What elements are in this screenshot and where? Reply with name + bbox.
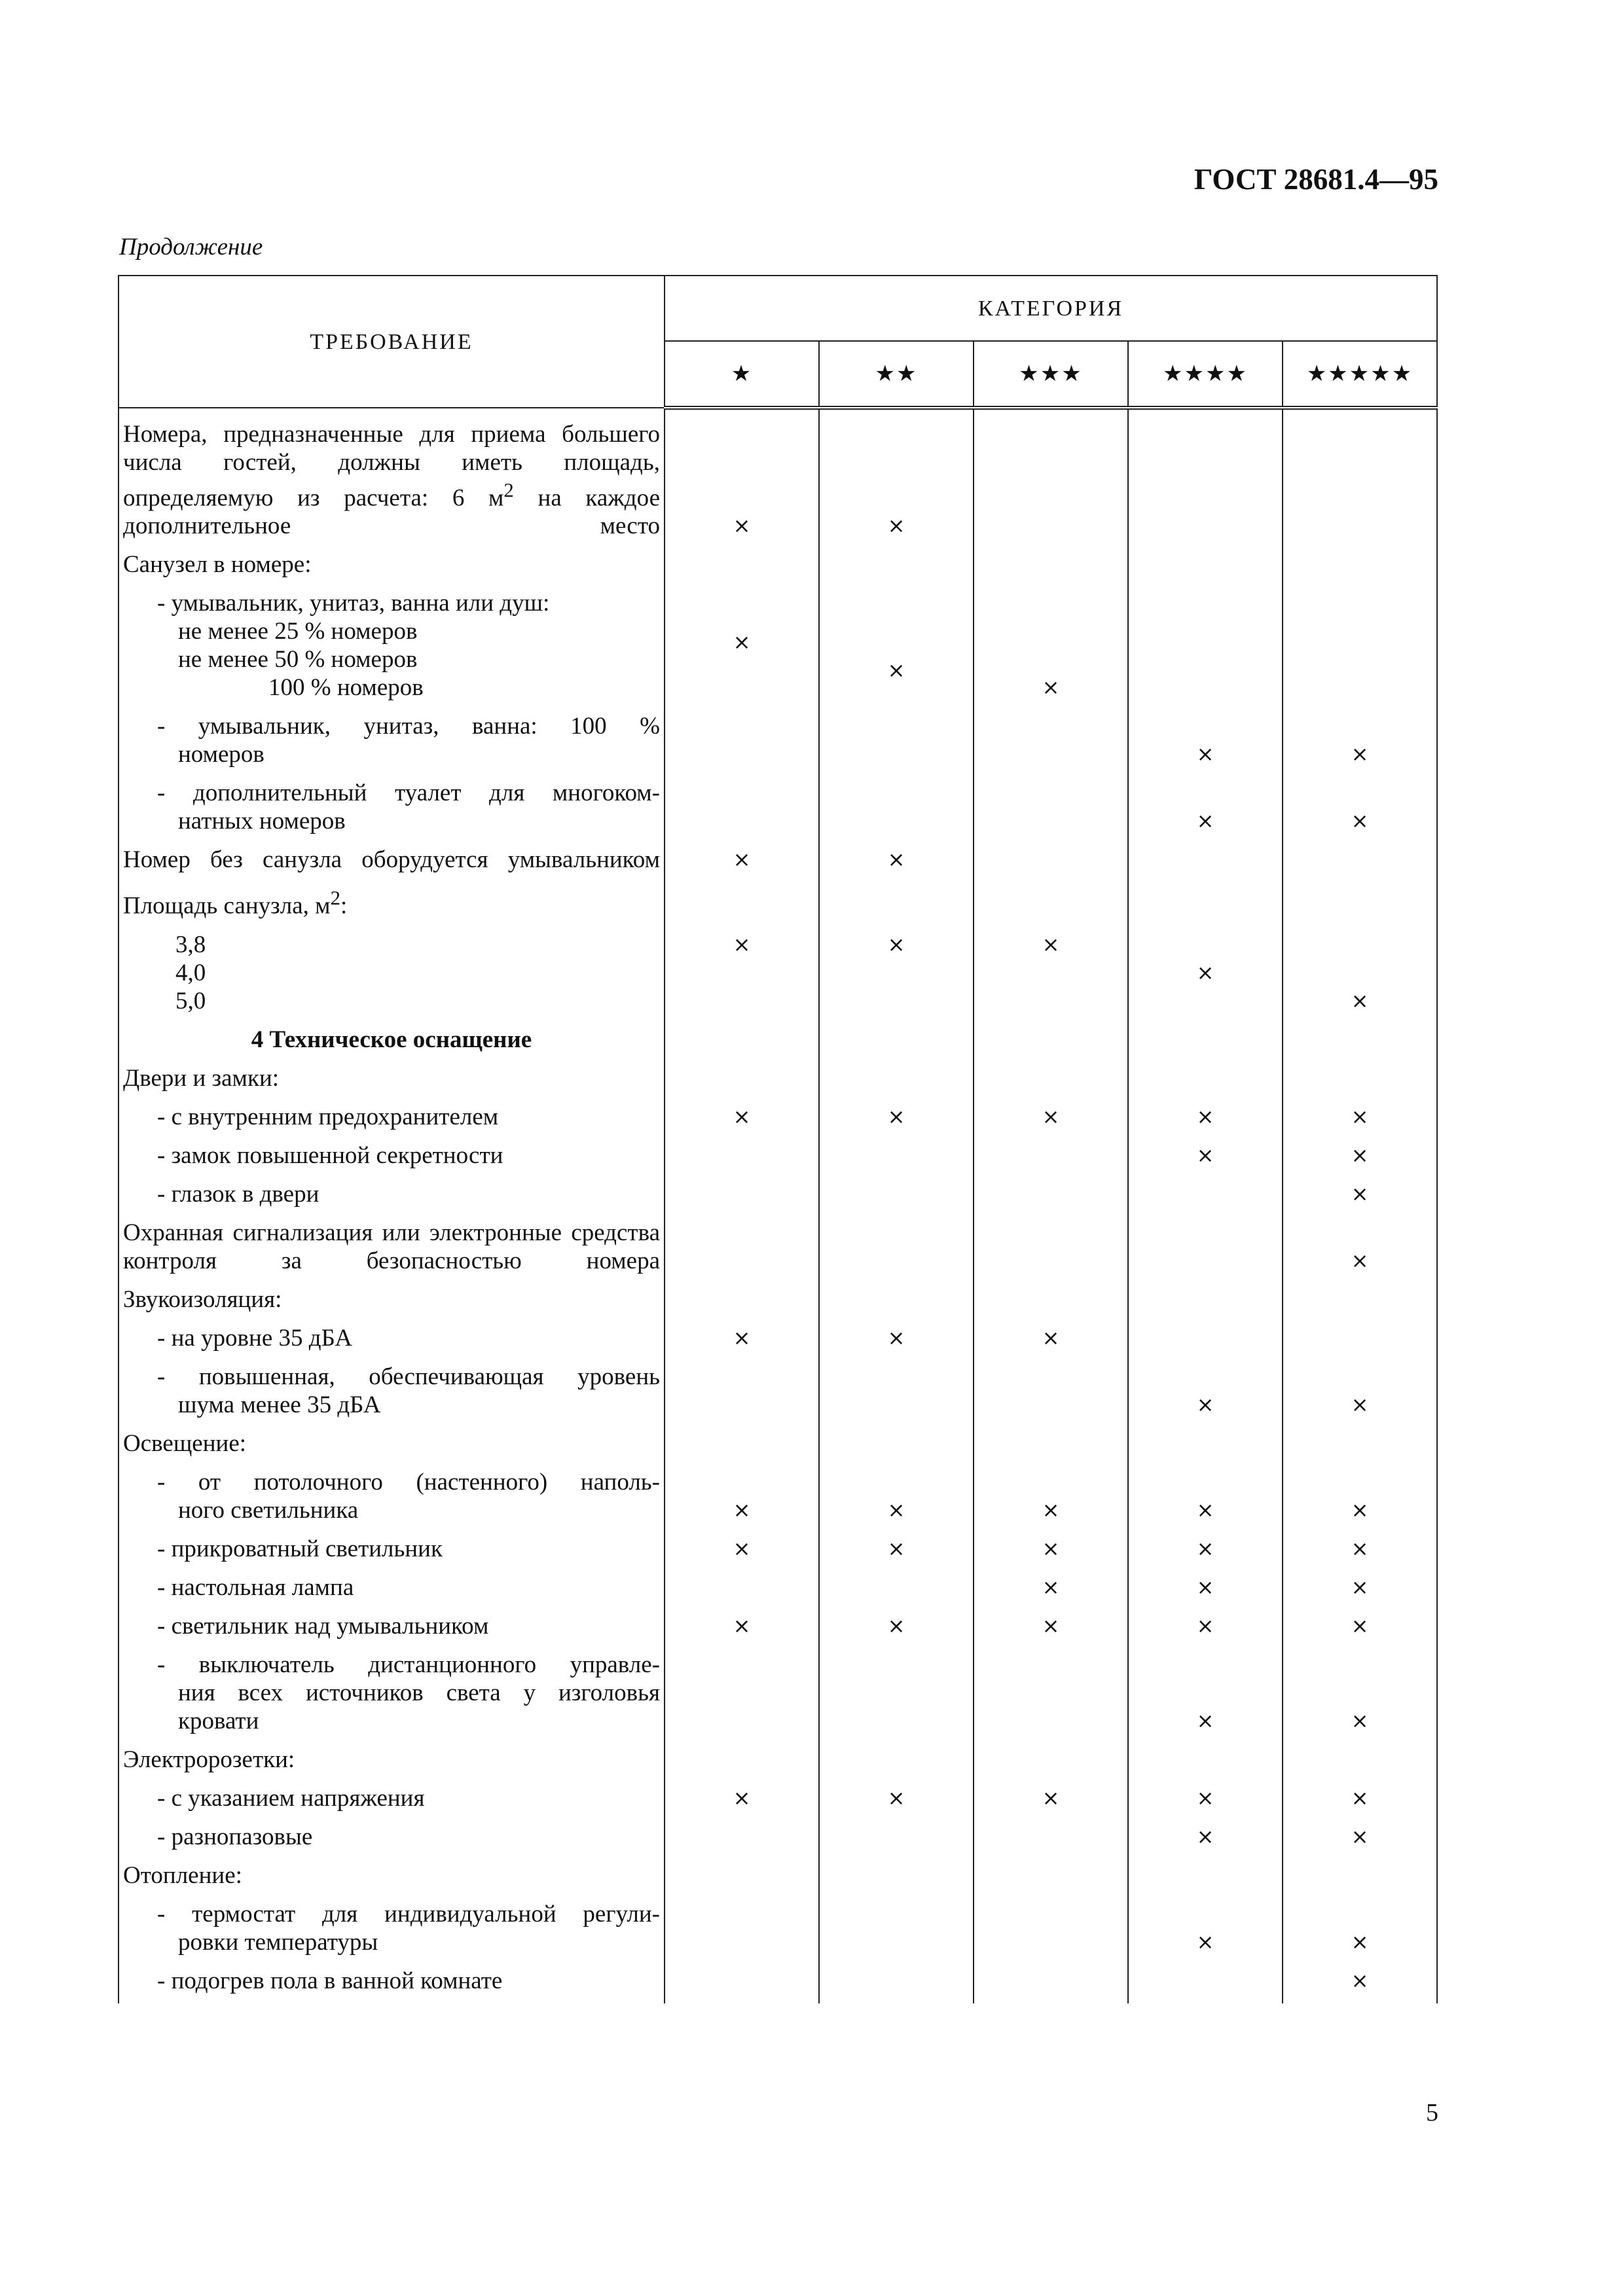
check-mark: × (1128, 1533, 1283, 1571)
check-mark: × (1283, 1898, 1437, 1965)
table-row (119, 844, 1437, 882)
check-mark: × (665, 1533, 819, 1571)
check-mark: × (665, 587, 819, 710)
requirement-cell: - настольная лампа (119, 1571, 665, 1610)
check-mark: × (819, 1533, 974, 1571)
continuation-label: Продолжение (119, 234, 263, 260)
check-mark: × (1283, 1101, 1437, 1139)
table-row (119, 1744, 1437, 1782)
check-mark: × (1128, 929, 1283, 1024)
check-mark: × (974, 1322, 1128, 1361)
table-row (119, 1322, 1437, 1361)
check-mark: × (1283, 1649, 1437, 1744)
requirements-table (118, 275, 1438, 2003)
check-mark: × (1283, 1178, 1437, 1217)
check-mark: × (974, 1571, 1128, 1610)
check-mark: × (1283, 1782, 1437, 1821)
requirement-cell: - повышенная, обеспечивающая уровень шума менее 35 дБА (119, 1361, 665, 1427)
requirement-cell: 3,8 4,0 5,0 (119, 929, 665, 1024)
check-mark: × (665, 1782, 819, 1821)
check-mark: × (1128, 1649, 1283, 1744)
requirement-cell: - умывальник, унитаз, ванна или душ: не менее 25 % номеров не менее 50 % номеров 100 % номеров (119, 587, 665, 710)
table-row (119, 548, 1437, 587)
header-category-3-stars: ★★★ (974, 341, 1128, 408)
check-mark: × (1283, 1571, 1437, 1610)
page-number: 5 (1426, 2099, 1438, 2126)
requirement-cell: - выключатель дистанционного управле- ния всех источников света у изголовья кровати (119, 1649, 665, 1744)
requirement-cell: - от потолочного (настенного) наполь- ного светильника (119, 1466, 665, 1533)
check-mark: × (1283, 777, 1437, 844)
requirement-cell: Площадь санузла, $м^2$: (119, 882, 665, 928)
check-mark: × (1128, 1821, 1283, 1859)
table-row (119, 1139, 1437, 1178)
check-mark: × (1283, 1610, 1437, 1649)
requirement-cell: Звукоизоляция: (119, 1283, 665, 1322)
check-mark: × (974, 1466, 1128, 1533)
check-mark: × (1283, 929, 1437, 1024)
check-mark: × (665, 408, 819, 548)
requirement-cell: Двери и замки: (119, 1062, 665, 1101)
check-mark: × (974, 1533, 1128, 1571)
table-row (119, 1283, 1437, 1322)
requirement-cell: - прикроватный светильник (119, 1533, 665, 1571)
table-row (119, 1649, 1437, 1744)
table-row (119, 408, 1437, 548)
requirement-cell: - с указанием напряжения (119, 1782, 665, 1821)
requirement-cell: Номера, предназначенные для приема большего числа гостей, должны иметь площадь, определяемую из расчета: 6 $м^2$ на каждое дополнительное место (119, 408, 665, 548)
check-mark: × (665, 1101, 819, 1139)
header-requirement: ТРЕБОВАНИЕ (119, 276, 665, 408)
header-category: КАТЕГОРИЯ (665, 276, 1437, 341)
header-category-4-stars: ★★★★ (1128, 341, 1283, 408)
check-mark: × (1128, 1101, 1283, 1139)
table-row (119, 1571, 1437, 1610)
check-mark: × (1128, 1782, 1283, 1821)
check-mark: × (665, 844, 819, 882)
check-mark: × (665, 1610, 819, 1649)
check-mark: × (974, 929, 1128, 1024)
table-row (119, 1821, 1437, 1859)
table-row (119, 1466, 1437, 1533)
check-mark: × (819, 587, 974, 710)
check-mark: × (1128, 1898, 1283, 1965)
table-row (119, 1782, 1437, 1821)
table-row (119, 710, 1437, 777)
requirement-cell: - умывальник, унитаз, ванна: 100 % номеров (119, 710, 665, 777)
check-mark: × (819, 408, 974, 548)
requirement-cell: - светильник над умывальником (119, 1610, 665, 1649)
check-mark: × (1128, 1610, 1283, 1649)
check-mark: × (1283, 710, 1437, 777)
check-mark: × (1283, 1466, 1437, 1533)
check-mark: × (665, 1322, 819, 1361)
check-mark: × (1128, 1361, 1283, 1427)
header-category-2-stars: ★★ (819, 341, 974, 408)
check-mark: × (665, 1466, 819, 1533)
table-row (119, 882, 1437, 928)
requirement-cell: Отопление: (119, 1859, 665, 1898)
requirement-cell: Номер без санузла оборудуется умывальником (119, 844, 665, 882)
table-row (119, 1427, 1437, 1466)
table-row (119, 929, 1437, 1024)
check-mark: × (1283, 1533, 1437, 1571)
check-mark: × (1283, 1965, 1437, 2003)
check-mark: × (1283, 1217, 1437, 1283)
check-mark: × (819, 929, 974, 1024)
requirement-cell: - термостат для индивидуальной регули- ровки температуры (119, 1898, 665, 1965)
table-row (119, 1101, 1437, 1139)
check-mark: × (1128, 710, 1283, 777)
check-mark: × (974, 587, 1128, 710)
check-mark: × (974, 1782, 1128, 1821)
table-row (119, 1859, 1437, 1898)
requirement-cell: - подогрев пола в ванной комнате (119, 1965, 665, 2003)
requirement-cell: - замок повышенной секретности (119, 1139, 665, 1178)
check-mark: × (1128, 1139, 1283, 1178)
check-mark: × (819, 1322, 974, 1361)
table-row (119, 777, 1437, 844)
header-category-5-stars: ★★★★★ (1283, 341, 1437, 408)
check-mark: × (665, 929, 819, 1024)
check-mark: × (974, 1101, 1128, 1139)
check-mark: × (1283, 1821, 1437, 1859)
table-row (119, 1024, 1437, 1062)
requirement-cell: - дополнительный туалет для многоком- натных номеров (119, 777, 665, 844)
table-row (119, 1610, 1437, 1649)
requirement-cell: - с внутренним предохранителем (119, 1101, 665, 1139)
table-row (119, 1361, 1437, 1427)
check-mark: × (1283, 1361, 1437, 1427)
requirement-cell: Электророзетки: (119, 1744, 665, 1782)
check-mark: × (819, 1610, 974, 1649)
check-mark: × (819, 1101, 974, 1139)
document-code: ГОСТ 28681.4—95 (1194, 163, 1438, 196)
table-row (119, 1898, 1437, 1965)
check-mark: × (819, 844, 974, 882)
check-mark: × (974, 1610, 1128, 1649)
check-mark: × (1128, 1466, 1283, 1533)
section-heading: 4 Техническое оснащение (119, 1024, 665, 1062)
check-mark: × (1128, 1571, 1283, 1610)
check-mark: × (819, 1782, 974, 1821)
requirement-cell: Охранная сигнализация или электронные средства контроля за безопасностью номера (119, 1217, 665, 1283)
requirement-cell: - на уровне 35 дБА (119, 1322, 665, 1361)
table-row (119, 1062, 1437, 1101)
requirement-cell: Освещение: (119, 1427, 665, 1466)
check-mark: × (1128, 777, 1283, 844)
check-mark: × (819, 1466, 974, 1533)
requirement-cell: - глазок в двери (119, 1178, 665, 1217)
table-row (119, 1217, 1437, 1283)
check-mark: × (1283, 1139, 1437, 1178)
table-row (119, 1965, 1437, 2003)
requirement-cell: Санузел в номере: (119, 548, 665, 587)
table-row (119, 1533, 1437, 1571)
header-category-1-star: ★ (665, 341, 819, 408)
requirement-cell: - разнопазовые (119, 1821, 665, 1859)
table-row (119, 587, 1437, 710)
table-row (119, 1178, 1437, 1217)
